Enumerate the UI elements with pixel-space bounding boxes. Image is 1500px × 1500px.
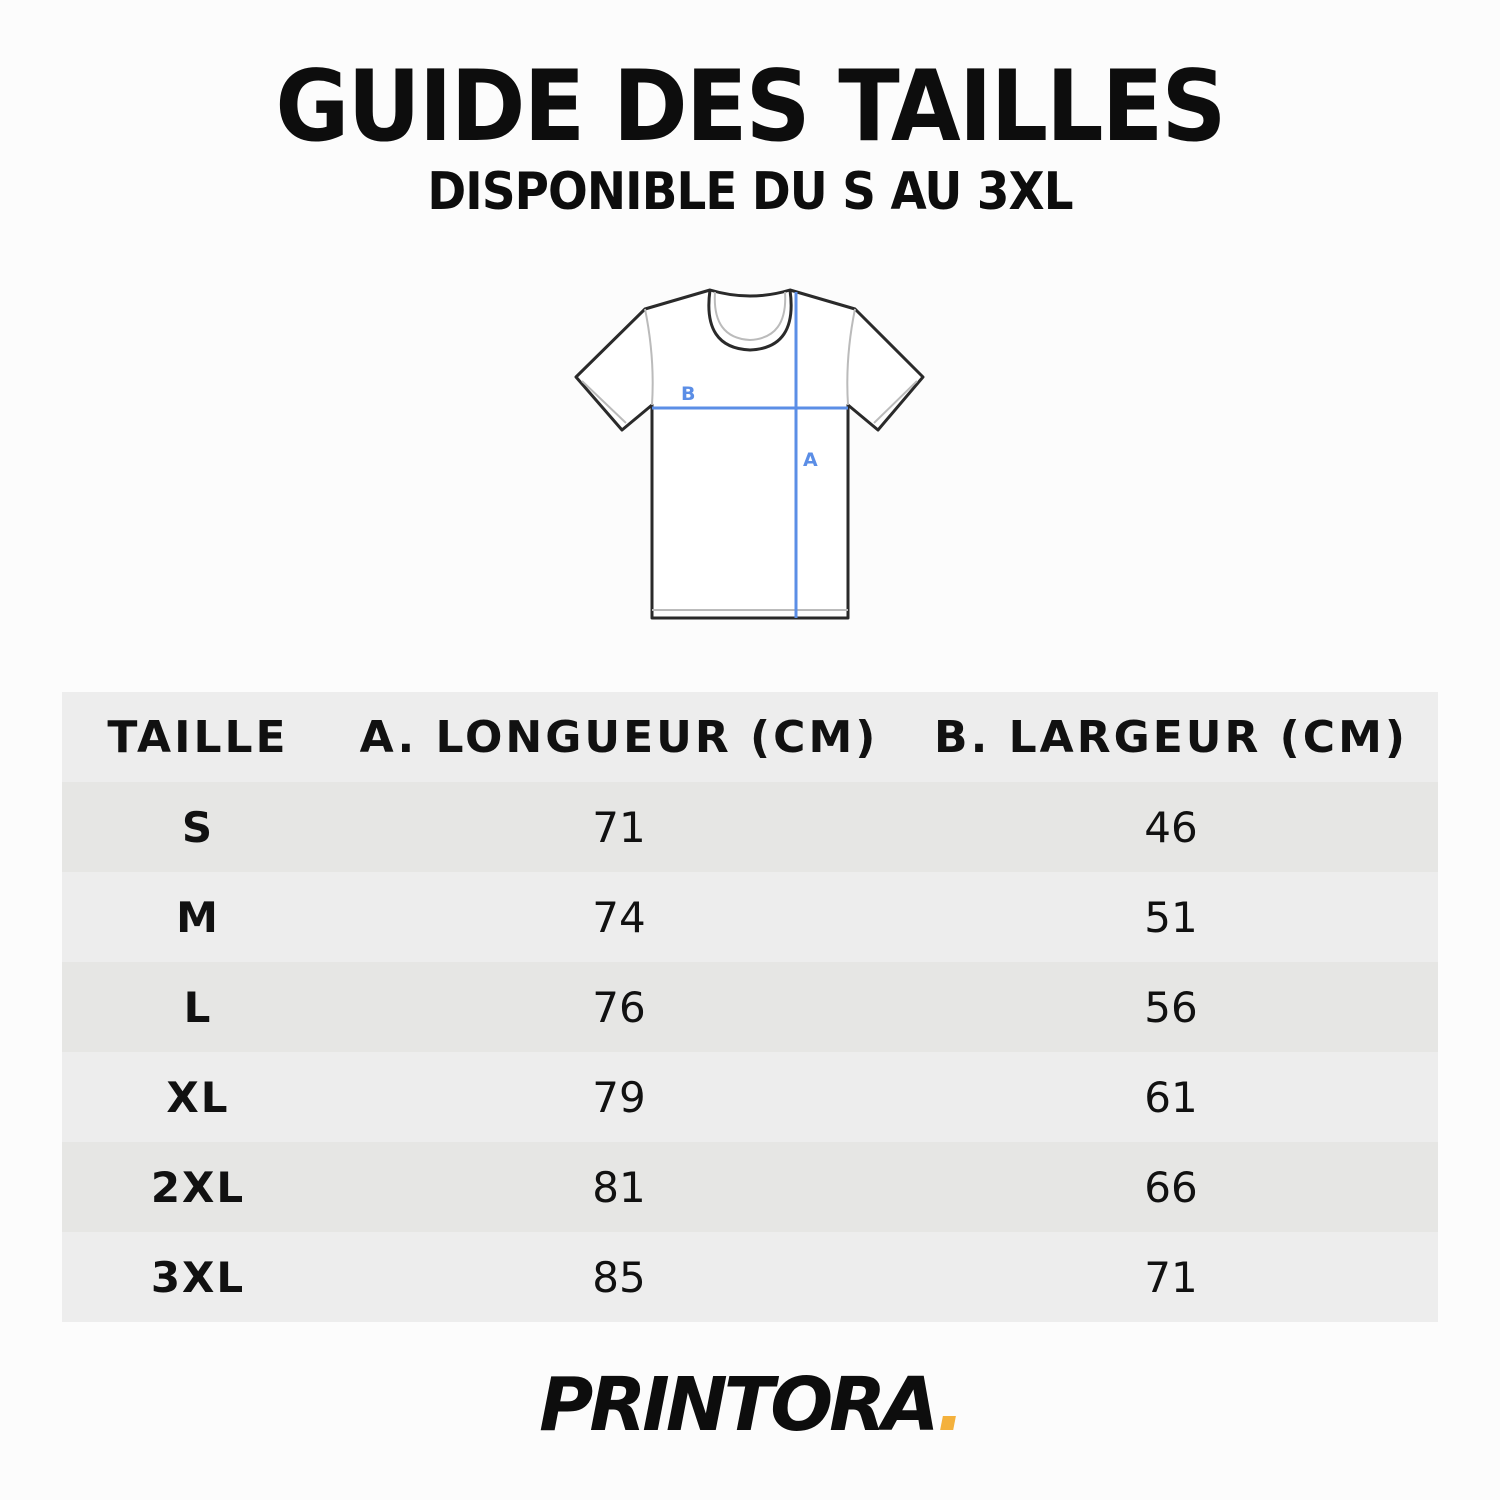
page-subtitle: DISPONIBLE DU S AU 3XL [427,162,1073,222]
width-cell: 56 [1144,982,1198,1032]
size-cell: XL [166,1072,230,1122]
size-cell: 3XL [150,1252,246,1302]
length-cell: 74 [592,892,646,942]
length-cell: 76 [592,982,646,1032]
brand-dot: . [936,1362,961,1448]
table-header [62,692,1438,782]
measure-label-a: A [803,449,818,471]
brand-name: PRINTORA [539,1362,937,1448]
column-header-width: B. LARGEUR (CM) [934,711,1408,763]
measure-label-b: B [681,383,696,405]
size-cell: 2XL [150,1162,246,1212]
page-title: GUIDE DES TAILLES [275,50,1225,164]
table-row [62,1232,1438,1322]
size-cell: L [183,982,213,1032]
table-row [62,1052,1438,1142]
width-cell: 51 [1144,892,1198,942]
tshirt-diagram [560,278,940,628]
size-cell: S [181,802,215,852]
length-cell: 71 [592,802,646,852]
length-cell: 85 [592,1252,646,1302]
size-cell: M [176,892,220,942]
table-row [62,872,1438,962]
width-cell: 71 [1144,1252,1198,1302]
size-table [62,692,1438,1322]
table-row [62,1142,1438,1232]
column-header-size: TAILLE [107,711,289,763]
width-cell: 61 [1144,1072,1198,1122]
table-row [62,782,1438,872]
width-cell: 46 [1144,802,1198,852]
width-cell: 66 [1144,1162,1198,1212]
table-row [62,962,1438,1052]
brand-logo [0,1362,1500,1448]
length-cell: 81 [592,1162,646,1212]
length-cell: 79 [592,1072,646,1122]
column-header-length: A. LONGUEUR (CM) [359,711,879,763]
